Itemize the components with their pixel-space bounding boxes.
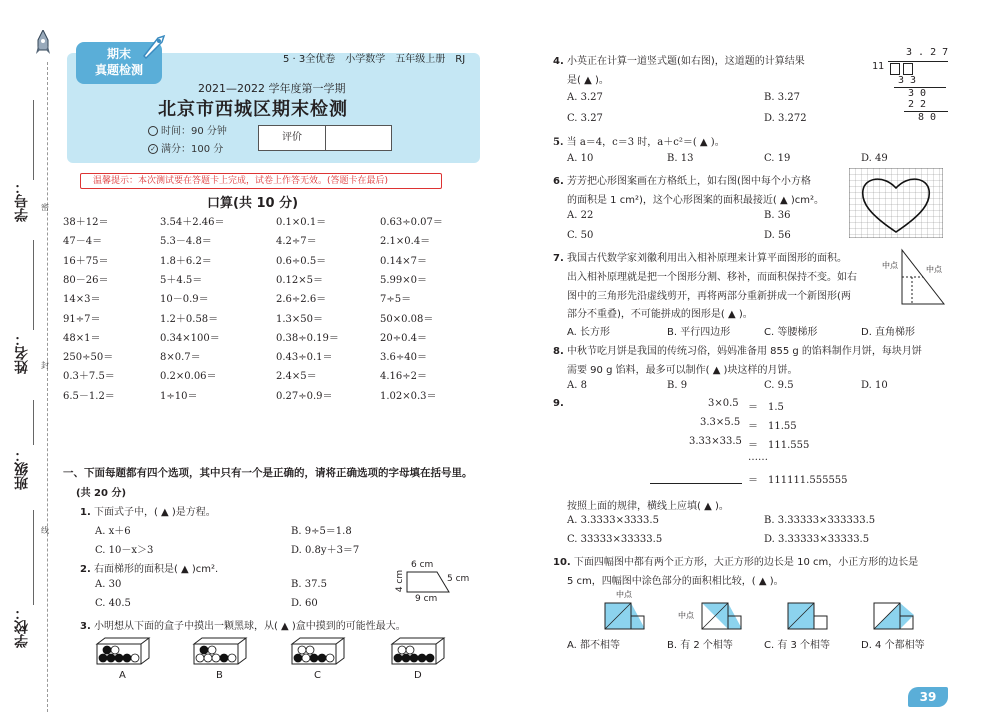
oral-item: 2.1×0.4＝ <box>380 236 431 248</box>
badge-line1: 期末 <box>106 47 131 61</box>
q4-choice-c[interactable]: C. 3.2̇7 <box>567 113 603 124</box>
trap-top: 6 cm <box>411 560 434 570</box>
tip-banner: 温馨提示：本次测试要在答题卡上完成，试卷上作答无效。(答题卡在最后) <box>80 173 442 189</box>
q6-choice-d[interactable]: D. 56 <box>764 230 791 241</box>
black-ball <box>115 654 123 662</box>
oral-item: 8×0.7＝ <box>160 352 201 364</box>
oral-item: 80－26＝ <box>63 274 109 286</box>
year-line: 2021—2022 学年度第一学期 <box>198 82 346 95</box>
black-ball <box>99 654 107 662</box>
q9-r3b: ＝ 111.555 <box>748 440 810 451</box>
heart-grid-figure <box>849 168 943 238</box>
oral-item: 1.02×0.3＝ <box>380 390 437 402</box>
q9-num: 9. <box>553 398 564 409</box>
oral-item: 0.2×0.06＝ <box>160 371 217 383</box>
xuehao-line[interactable] <box>33 100 34 180</box>
q1-choice-d[interactable]: D. 0.8y＋3＝7 <box>291 545 360 556</box>
q9-r3a: 3.33×33.5 <box>689 436 742 447</box>
oral-item: 2.6÷2.6＝ <box>276 294 327 306</box>
q7-text2: 出入相补原理就是把一个图形分割、移补，而面积保持不变。如右 <box>567 272 857 283</box>
q4-choice-b[interactable]: B. 3.2̇7̇ <box>764 92 800 103</box>
q5-choice-d[interactable]: D. 49 <box>861 153 888 164</box>
binding-xian: 线 <box>41 526 49 535</box>
oral-item: 6.5－1.2＝ <box>63 390 115 402</box>
q2-choice-d[interactable]: D. 60 <box>291 598 318 609</box>
rocket-icon-header <box>140 32 168 60</box>
q2-choice-b[interactable]: B. 37.5 <box>291 579 327 590</box>
q10-choice-b[interactable]: B. 有 2 个相等 <box>667 640 733 651</box>
q3-label-a[interactable]: A <box>119 670 126 681</box>
binding-feng: 封 <box>41 361 49 370</box>
oral-item: 5.3－4.8＝ <box>160 236 212 248</box>
oral-item: 0.34×100＝ <box>160 332 220 344</box>
q8-choice-b[interactable]: B. 9 <box>667 380 688 391</box>
badge-line2: 真题检测 <box>94 63 143 77</box>
q9-r1b: ＝ 1.5 <box>748 402 784 413</box>
q8-choice-d[interactable]: D. 10 <box>861 380 888 391</box>
oral-item: 1.2＋0.58＝ <box>160 313 219 325</box>
white-ball <box>302 654 310 662</box>
banji-line[interactable] <box>33 400 34 445</box>
white-ball <box>111 646 119 654</box>
oral-item: 0.27÷0.9＝ <box>276 390 333 402</box>
q9-choice-b[interactable]: B. 3.33333×333333.5 <box>764 515 876 526</box>
section1-points: (共 20 分) <box>76 488 127 499</box>
q4: 4. 小英正在计算一道竖式题(如右图)，这道题的计算结果 <box>553 56 805 67</box>
oral-item: 1.3×50＝ <box>276 313 324 325</box>
q7-text3: 图中的三角形先沿虚线剪开，再将两部分重新拼成一个新图形(两 <box>567 291 851 302</box>
white-ball <box>208 646 216 654</box>
white-ball <box>212 654 220 662</box>
black-ball <box>426 654 434 662</box>
q7-choice-d[interactable]: D. 直角梯形 <box>861 327 916 338</box>
q1-choice-a[interactable]: A. x＋6 <box>95 526 131 537</box>
squares-figure-1 <box>603 601 659 631</box>
oral-item: 50×0.08＝ <box>380 313 434 325</box>
oral-item: 1÷10＝ <box>160 390 198 402</box>
q3-label-c[interactable]: C <box>314 670 321 681</box>
q4-choice-a[interactable]: A. 3.27 <box>567 92 603 103</box>
q2-choice-a[interactable]: A. 30 <box>95 579 122 590</box>
q10: 10. 下面四幅图中都有两个正方形，大正方形的边长是 10 cm，小正方形的边长是 <box>553 557 919 568</box>
white-ball <box>204 654 212 662</box>
ball-box-b[interactable] <box>192 636 248 666</box>
q3: 3. 小明想从下面的盒子中摸出一颗黑球，从( ▲ )盒中摸到的可能性最大。 <box>80 621 406 632</box>
q9-r5b: ＝ 111111.555555 <box>748 475 848 486</box>
trapezoid-figure <box>393 560 473 608</box>
q10-mid2: 中点 <box>678 611 694 620</box>
q10-text2: 5 cm，四幅图中涂色部分的面积相比较，( ▲ )。 <box>567 576 784 587</box>
q2: 2. 右面梯形的面积是( ▲ )cm². <box>80 564 219 575</box>
ball-box-a[interactable] <box>95 636 151 666</box>
q4-text2: 是( ▲ )。 <box>567 75 609 86</box>
q6-text2: 的面积是 1 cm²)，这个心形图案的面积最接近( ▲ )cm²。 <box>567 195 824 206</box>
q6: 6. 芳芳把心形图案画在方格纸上，如右图(图中每个小方格 <box>553 176 811 187</box>
ball-box-d[interactable] <box>390 636 446 666</box>
oral-item: 0.1×0.1＝ <box>276 217 327 228</box>
white-ball <box>298 646 306 654</box>
black-ball <box>402 654 410 662</box>
q8: 8. 中秋节吃月饼是我国的传统习俗，妈妈准备用 855 g 的馅料制作月饼，每块月饼 <box>553 346 922 357</box>
clock-icon <box>148 126 158 136</box>
oral-item: 38＋12＝ <box>63 217 109 228</box>
section1-heading: 一、下面每题都有四个选项，其中只有一个是正确的，请将正确选项的字母填在括号里。 <box>63 467 473 479</box>
q1-choice-b[interactable]: B. 9÷5＝1.8 <box>291 526 352 537</box>
white-ball <box>306 646 314 654</box>
oral-item: 0.43÷0.1＝ <box>276 352 333 364</box>
q2-choice-c[interactable]: C. 40.5 <box>95 598 131 609</box>
squares-figure-3 <box>786 601 842 631</box>
binding-mi: 密 <box>41 203 49 212</box>
black-ball <box>418 654 426 662</box>
oral-item: 0.6÷0.5＝ <box>276 255 327 267</box>
black-ball <box>107 654 115 662</box>
oral-item: 48×1＝ <box>63 332 101 344</box>
oral-item: 3.54＋2.46＝ <box>160 217 225 228</box>
oral-item: 0.38÷0.19＝ <box>276 332 339 344</box>
triangle-figure <box>882 248 952 308</box>
q7-mid2: 中点 <box>926 265 942 274</box>
black-ball <box>394 654 402 662</box>
oral-item: 4.16÷2＝ <box>380 371 428 383</box>
oral-item: 0.63÷0.07＝ <box>380 217 443 228</box>
oral-item: 250÷50＝ <box>63 352 114 364</box>
oral-item: 1.8＋6.2＝ <box>160 255 212 267</box>
white-ball <box>228 654 236 662</box>
oral-item: 10－0.9＝ <box>160 294 209 306</box>
oral-item: 16＋75＝ <box>63 255 109 267</box>
q9-text: 按照上面的规律，横线上应填( ▲ )。 <box>567 501 729 512</box>
q5-choice-b[interactable]: B. 13 <box>667 153 694 164</box>
time-row: 时间：90 分钟 <box>148 122 227 137</box>
white-ball <box>196 654 204 662</box>
q9-choice-d[interactable]: D. 3.33333×33333.5 <box>764 534 870 545</box>
oral-heading: 口算(共 10 分) <box>207 196 299 211</box>
xuexiao-line[interactable] <box>33 510 34 605</box>
q10-mid1: 中点 <box>616 590 632 599</box>
q1: 1. 下面式子中，( ▲ )是方程。 <box>80 507 216 518</box>
oral-item: 7÷5＝ <box>380 294 412 306</box>
q3-label-d[interactable]: D <box>414 670 422 681</box>
trap-bottom: 9 cm <box>415 594 438 604</box>
oral-item: 5＋4.5＝ <box>160 274 203 286</box>
page-title: 北京市西城区期末检测 <box>158 99 348 120</box>
white-ball <box>398 646 406 654</box>
q7-choice-c[interactable]: C. 等腰梯形 <box>764 327 818 338</box>
oral-item: 3.6÷40＝ <box>380 352 428 364</box>
oral-item: 47－4＝ <box>63 236 103 248</box>
squares-figure-4 <box>872 601 928 631</box>
q1-choice-c[interactable]: C. 10－x＞3 <box>95 545 154 556</box>
oral-item: 5.99×0＝ <box>380 274 428 286</box>
white-ball <box>326 654 334 662</box>
q8-choice-c[interactable]: C. 9.5 <box>764 380 794 391</box>
white-ball <box>406 646 414 654</box>
q9-blank-line[interactable] <box>650 483 742 484</box>
rocket-icon <box>36 30 50 56</box>
xingming-line[interactable] <box>33 240 34 330</box>
binding-dash-line <box>47 62 48 712</box>
trap-right: 5 cm <box>447 574 470 584</box>
q6-choice-c[interactable]: C. 50 <box>567 230 594 241</box>
squares-figure-2 <box>700 601 756 631</box>
score-row: ✓ 满分：100 分 <box>148 140 223 155</box>
q7-choice-b[interactable]: B. 平行四边形 <box>667 327 731 338</box>
label-xuexiao: 学校： <box>14 606 30 648</box>
black-ball <box>310 654 318 662</box>
oral-item: 14×3＝ <box>63 294 101 306</box>
oral-item: 0.12×5＝ <box>276 274 324 286</box>
oral-item: 0.14×7＝ <box>380 255 428 267</box>
black-ball <box>103 646 111 654</box>
black-ball <box>318 654 326 662</box>
blank-box-1[interactable] <box>890 63 900 75</box>
binding-strip <box>0 0 60 726</box>
q4-choice-d[interactable]: D. 3.2̇72̇ <box>764 113 807 124</box>
q7-mid1: 中点 <box>882 261 898 270</box>
q5-choice-c[interactable]: C. 19 <box>764 153 791 164</box>
q9-r2a: 3.3×5.5 <box>700 417 741 428</box>
check-icon: ✓ <box>148 144 158 154</box>
q7: 7. 我国古代数学家刘徽利用出入相补原理来计算平面图形的面积。 <box>553 253 847 264</box>
long-division-figure: 3 . 2 7 11 3 3 3 0 2 2 8 0 <box>872 47 949 123</box>
white-ball <box>131 654 139 662</box>
page-number: 39 <box>908 687 948 707</box>
q9-dots: …… <box>748 452 768 463</box>
q9-r2b: ＝ 11.55 <box>748 421 797 432</box>
black-ball <box>294 654 302 662</box>
q3-label-b[interactable]: B <box>216 670 223 681</box>
ball-box-c[interactable] <box>290 636 346 666</box>
q6-choice-a[interactable]: A. 22 <box>567 210 594 221</box>
black-ball <box>410 654 418 662</box>
score-label: 评价 <box>259 126 326 150</box>
q10-choice-c[interactable]: C. 有 3 个相等 <box>764 640 831 651</box>
label-banji: 班级： <box>14 448 30 490</box>
trap-left: 4 cm <box>395 569 406 593</box>
oral-item: 4.2÷7＝ <box>276 236 317 248</box>
q8-text2: 需要 90 g 馅料，最多可以制作( ▲ )块这样的月饼。 <box>567 365 798 376</box>
q10-choice-d[interactable]: D. 4 个都相等 <box>861 640 925 651</box>
q9-r1a: 3×0.5 <box>708 398 739 409</box>
label-xuehao: 学号： <box>14 180 30 222</box>
oral-item: 0.3＋7.5＝ <box>63 371 115 383</box>
label-xingming: 姓名： <box>14 332 30 374</box>
black-ball <box>200 646 208 654</box>
q6-choice-b[interactable]: B. 36 <box>764 210 791 221</box>
score-box[interactable] <box>258 125 392 151</box>
q7-text4: 部分不重叠)，不可能拼成的图形是( ▲ )。 <box>567 309 753 320</box>
q9-choice-a[interactable]: A. 3.3333×3333.5 <box>567 515 659 526</box>
black-ball <box>220 654 228 662</box>
black-ball <box>123 654 131 662</box>
blank-box-2[interactable] <box>903 63 913 75</box>
q5-choice-a[interactable]: A. 10 <box>567 153 594 164</box>
q5: 5. 当 a＝4，c＝3 时，a＋c²＝( ▲ )。 <box>553 137 725 148</box>
q8-choice-a[interactable]: A. 8 <box>567 380 587 391</box>
book-meta: 5 · 3全优卷 小学数学 五年级上册 RJ <box>283 54 466 65</box>
q10-choice-a[interactable]: A. 都不相等 <box>567 640 621 651</box>
oral-item: 91÷7＝ <box>63 313 101 325</box>
oral-item: 20÷0.4＝ <box>380 332 428 344</box>
q7-choice-a[interactable]: A. 长方形 <box>567 327 611 338</box>
q9-choice-c[interactable]: C. 33333×33333.5 <box>567 534 663 545</box>
oral-item: 2.4×5＝ <box>276 371 317 383</box>
